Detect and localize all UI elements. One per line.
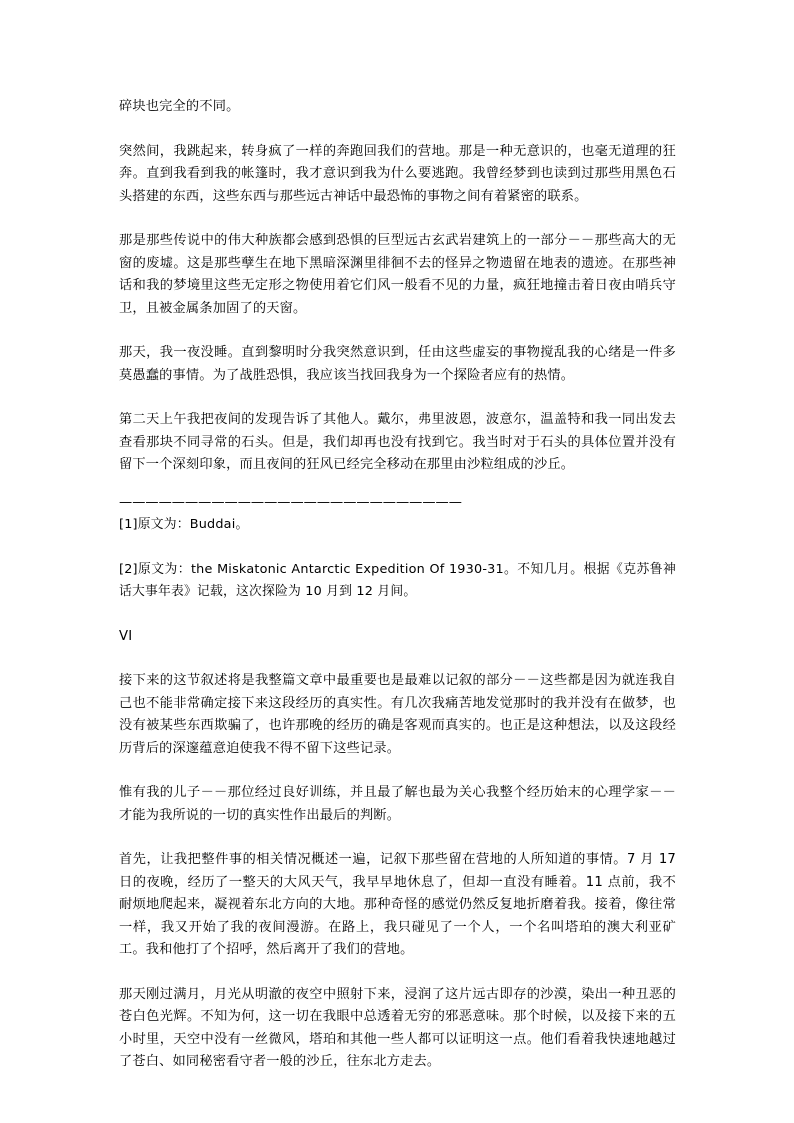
paragraph-gap xyxy=(119,320,676,342)
footnote: [2]原文为：the Miskatonic Antarctic Expedition Of 1930-31。不知几月。根据《克苏鲁神话大事年表》记载，这次探险为 10 月到 12 月间。 xyxy=(119,561,676,599)
paragraph-gap xyxy=(119,827,676,849)
footnote-separator: —————————————————————————— xyxy=(119,494,462,510)
paragraph-gap xyxy=(119,648,676,670)
paragraph: 突然间，我跳起来，转身疯了一样的奔跑回我们的营地。那是一种无意识的，也毫无道理的狂奔。直到我看到我的帐篷时，我才意识到我为什么要逃跑。我曾经梦到也读到过那些用黑色石头搭建的东西，这些东西与那些远古神话中最恐怖的事物之间有着紧密的联系。 xyxy=(119,143,676,204)
paragraph: 接下来的这节叙述将是我整篇文章中最重要也是最难以记叙的部分－－这些都是因为就连我自己也不能非常确定接下来这段经历的真实性。有几次我痛苦地发觉那时的我并没有在做梦，也没有被某些东西欺骗了，也许那晚的经历的确是客观而真实的。也正是这种想法，以及这段经历背后的深邃蕴意迫使我不得不留下这些记录。 xyxy=(119,673,676,756)
paragraph: 首先，让我把整件事的相关情况概述一遍，记叙下那些留在营地的人所知道的事情。7 月 17 日的夜晚，经历了一整天的大风天气，我早早地休息了，但却一直没有睡着。11 点前，我不耐烦地爬起来，凝视着东北方向的大地。那种奇怪的感觉仍然反复地折磨着我。接着，像往常一样，我又开始了我的夜间漫游。在路上，我只碰见了一个人，一个名叫塔珀的澳大利亚矿工。我和他打了个招呼，然后离开了我们的营地。 xyxy=(119,852,676,957)
paragraph: 第二天上午我把夜间的发现告诉了其他人。戴尔，弗里波恩，波意尔，温盖特和我一同出发去查看那块不同寻常的石头。但是，我们却再也没有找到它。我当时对于石头的具体位置并没有留下一个深刻印象，而且夜间的狂风已经完全移动在那里由沙粒组成的沙丘。 xyxy=(119,412,676,472)
paragraph: 那天刚过满月，月光从明澈的夜空中照射下来，浸润了这片远古即存的沙漠，染出一种丑恶的苍白色光辉。不知为何，这一切在我眼中总透着无穷的邪恶意味。那个时候，以及接下来的五小时里，天空中没有一丝微风，塔珀和其他一些人都可以证明这一点。他们看着我快速地越过了苍白、如同秘密看守者一般的沙丘，往东北方走去。 xyxy=(119,986,676,1069)
paragraph-gap xyxy=(119,760,676,782)
paragraph-gap xyxy=(119,119,676,141)
paragraph-gap xyxy=(119,387,676,409)
paragraph: 那是那些传说中的伟大种族都会感到恐惧的巨型远古玄武岩建筑上的一部分－－那些高大的无窗的废墟。这是那些孽生在地下黑暗深渊里徘徊不去的怪异之物遗留在地表的遗迹。在那些神话和我的梦境里这些无定形之物使用着它们风一般看不见的力量，疯狂地撞击着日夜由哨兵守卫，且被金属条加固了的天窗。 xyxy=(119,233,676,316)
paragraph: 碎块也完全的不同。 xyxy=(119,99,240,114)
footnote: [1]原文为：Buddai。 xyxy=(119,517,249,532)
paragraph-gap xyxy=(119,477,676,492)
paragraph-gap xyxy=(119,962,676,984)
paragraph: 那天，我一夜没睡。直到黎明时分我突然意识到，任由这些虚妄的事物搅乱我的心绪是一件多莫愚蠢的事情。为了战胜恐惧，我应该当找回我身为一个探险者应有的热情。 xyxy=(119,345,676,383)
document-body xyxy=(119,96,676,1074)
paragraph-gap xyxy=(119,537,676,559)
section-heading: VI xyxy=(119,628,133,644)
paragraph-gap xyxy=(119,208,676,230)
paragraph: 惟有我的儿子－－那位经过良好训练，并且最了解也最为关心我整个经历始末的心理学家－－才能为我所说的一切的真实性作出最后的判断。 xyxy=(119,785,676,823)
paragraph-gap xyxy=(119,604,676,626)
